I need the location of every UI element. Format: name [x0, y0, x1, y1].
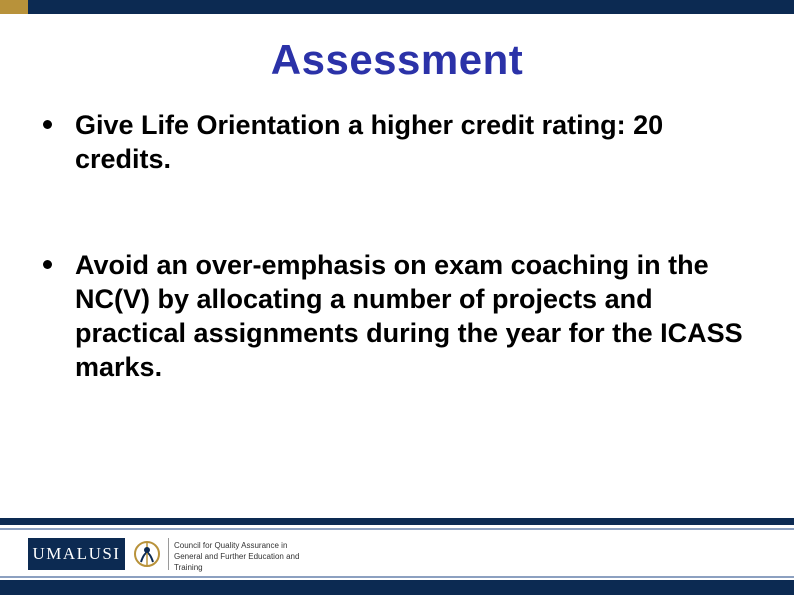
- bullet-dot-icon: [43, 120, 52, 129]
- footer-divider-thin: [0, 528, 794, 530]
- umalusi-emblem-icon: [132, 536, 162, 572]
- bullet-dot-icon: [43, 260, 52, 269]
- slide-title: Assessment: [270, 36, 524, 83]
- logo-tagline-line1: Council for Quality Assurance in: [174, 541, 288, 550]
- top-header-accent: [0, 0, 28, 14]
- bullet-item-credit-rating: [40, 108, 760, 176]
- logo-wordmark: UMALUSI: [28, 538, 125, 570]
- bullet-item-exam-coaching: [40, 248, 760, 384]
- footer-divider-thick: [0, 518, 794, 525]
- top-header-bar: [0, 0, 794, 14]
- bullet-list: [40, 108, 760, 384]
- logo-tagline-line2: General and Further Education and Training: [174, 552, 300, 572]
- logo-divider: [168, 538, 169, 570]
- umalusi-logo: [28, 536, 328, 572]
- bullet-text: Give Life Orientation a higher credit rating: 20 credits.: [75, 110, 664, 174]
- bullet-text: Avoid an over-emphasis on exam coaching in the NC(V) by allocating a number of projects and practical assignments during the year for the ICASS marks.: [75, 250, 743, 382]
- footer-band: [0, 580, 794, 595]
- footer-band-light: [0, 576, 794, 578]
- logo-tagline: [174, 540, 328, 573]
